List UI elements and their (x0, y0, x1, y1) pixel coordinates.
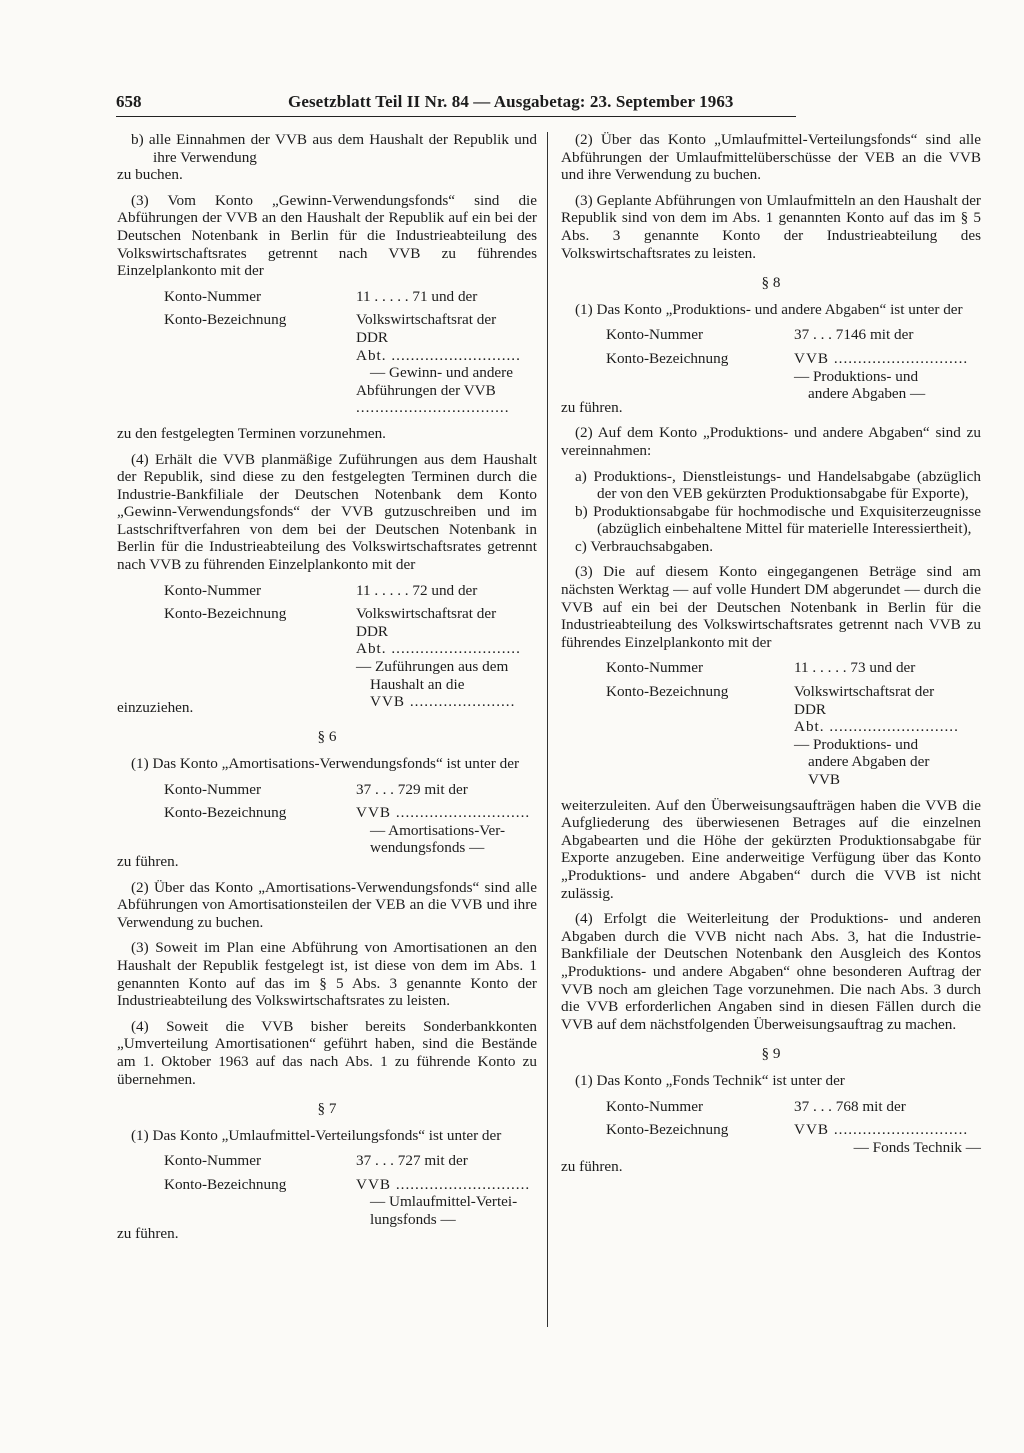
account-number-label: Konto-Nummer (606, 326, 704, 344)
paragraph-6-1: (1) Das Konto „Amortisations-Verwendungsfonds“ ist unter der (131, 755, 520, 772)
account-number: 11 . . . . . 73 und der (794, 659, 916, 677)
page-number: 658 (116, 92, 142, 111)
paragraph-6-2: (2) Über das Konto „Amortisations-Verwendungsfonds“ sind alle Abführungen von Amortisationsteilen der VEB an die VVB und ihre Verwendung zu buchen. (117, 878, 537, 931)
section-heading-6: § 6 (317, 728, 337, 746)
paragraph-8-3-cont: weiterzuleiten. Auf den Überweisungsaufträgen haben die VVB die Aufgliederung des überwiesenen Betrages auf die einzelnen Abgabearten und die Höhe der gekürzten Produktionsabgabe für Exporte anzugeben. Eine anderweitige Verfügung über das Konto „Produktions- und andere Abgaben“ durch die VVB ist nicht zulässig. (561, 796, 981, 902)
account-name: VVB ............................ — Umlaufmittel-Vertei- lungsfonds — (356, 1175, 531, 1229)
paragraph-7-1: (1) Das Konto „Umlaufmittel-Verteilungsfonds“ ist unter der (131, 1126, 502, 1144)
account-number: 11 . . . . . 71 und der (356, 287, 478, 305)
account-number-label: Konto-Nummer (164, 780, 262, 798)
account-name: VVB ............................ — Amortisations-Ver- wendungsfonds — (356, 804, 531, 857)
account-number-label: Konto-Nummer (606, 1097, 704, 1115)
account-number: 37 . . . 727 mit der (356, 1152, 468, 1170)
paragraph-8-4: (4) Erfolgt die Weiterleitung der Produktions- und anderen Abgaben durch die VVB nicht nach Abs. 3, hat die Industrie-Bankfiliale der Deutschen Notenbank den Ausgleich des Kontos „Produktions- und andere Abgaben“ ohne besonderen Auftrag der VVB noch am gleichen Tage vorzunehmen. Die nach Abs. 3 durch die VVB erforderlichen Angaben sind in diesen Fällen durch die VVB auf dem nächstfolgenden Überweisungsauftrag zu machen. (561, 910, 981, 1033)
account-block (164, 1152, 537, 1234)
paragraph-9-1: (1) Das Konto „Fonds Technik“ ist unter der (575, 1071, 845, 1089)
paragraph: zu führen. (117, 852, 179, 870)
account-number-label: Konto-Nummer (606, 659, 704, 677)
paragraph-7-2: (2) Über das Konto „Umlaufmittel-Verteilungsfonds“ sind alle Abführungen der Umlaufmittelüberschüsse der VEB an die VVB und ihre Verwendung zu buchen. (561, 131, 981, 184)
account-name: Volkswirtschaftsrat der DDR Abt. ........................... — Gewinn- und andere Abführungen der VVB ................................ (356, 311, 521, 417)
account-name-label: Konto-Bezeichnung (606, 683, 729, 701)
account-number-label: Konto-Nummer (164, 287, 262, 305)
right-column (561, 131, 981, 1184)
account-name-label: Konto-Bezeichnung (606, 1121, 729, 1139)
paragraph-5-3: (3) Vom Konto „Gewinn-Verwendungsfonds“ sind die Abführungen der VVB an den Haushalt der Republik auf ein bei der Deutschen Notenbank in Berlin für die Industrieabteilung des Volkswirtschaftsrates getrennt nach VVB zu führendes Einzelplankonto mit der (117, 191, 537, 280)
account-number-label: Konto-Nummer (164, 1152, 262, 1170)
account-number: 37 . . . 768 mit der (794, 1097, 906, 1115)
list-item-b: b) alle Einnahmen der VVB aus dem Haushalt der Republik und ihre Verwendung (131, 131, 537, 166)
account-number-label: Konto-Nummer (164, 581, 262, 599)
running-head: Gesetzblatt Teil II Nr. 84 — Ausgabetag: 23. September 1963 (288, 92, 734, 111)
account-name-label: Konto-Bezeichnung (164, 311, 287, 329)
section-heading-7: § 7 (317, 1100, 337, 1118)
paragraph: zu führen. (561, 398, 623, 416)
paragraph-8-2: (2) Auf dem Konto „Produktions- und andere Abgaben“ sind zu vereinnahmen: (561, 424, 981, 459)
left-column (117, 131, 537, 1250)
account-name-label: Konto-Bezeichnung (164, 1175, 287, 1193)
account-number: 37 . . . 7146 mit der (794, 326, 914, 344)
column-divider (547, 132, 548, 1327)
list-item-a: a) Produktions-, Dienstleistungs- und Handelsabgabe (abzüglich der von den VEB gekürzten Produktionsabgabe für Exporte), (575, 467, 981, 503)
account-name: VVB ............................ — Produktions- und andere Abgaben — (794, 349, 969, 403)
account-number: 37 . . . 729 mit der (356, 780, 468, 798)
account-name-label: Konto-Bezeichnung (606, 349, 729, 367)
account-block (164, 288, 537, 423)
account-block (606, 326, 981, 408)
section-heading-8: § 8 (761, 274, 781, 292)
paragraph-7-3: (3) Geplante Abführungen von Umlaufmitteln an den Haushalt der Republik sind von dem im Abs. 1 genannten Konto auf das im § 5 Abs. 3 genannte Konto der Industrieabteilung des Volkswirtschaftsrates zu leisten. (561, 191, 981, 262)
paragraph-6-4: (4) Soweit die VVB bisher bereits Sonderbankkonten „Umverteilung Amortisationen“ geführt haben, sind die Bestände am 1. Oktober 1963 auf das nach Abs. 1 zu führende Konto zu übernehmen. (117, 1017, 537, 1088)
paragraph: einzuziehen. (117, 698, 194, 716)
paragraph: zu führen. (117, 1224, 179, 1242)
account-name-label: Konto-Bezeichnung (164, 605, 287, 623)
list-item-b: b) Produktionsabgabe für hochmodische und Exquisiterzeugnisse (abzüglich einbehaltene Mittel für materielle Interessiertheit), (575, 502, 981, 538)
account-block (606, 1098, 981, 1163)
page-header (116, 92, 796, 117)
section-heading-9: § 9 (761, 1045, 781, 1063)
account-number: 11 . . . . . 72 und der (356, 581, 478, 599)
account-block (164, 582, 537, 717)
account-name: VVB ............................ — Fonds Technik — (794, 1121, 981, 1156)
paragraph: zu den festgelegten Terminen vorzunehmen. (117, 424, 386, 442)
account-name: Volkswirtschaftsrat der DDR Abt. ........................... — Zuführungen aus dem Haushalt an die VVB ...................... (356, 605, 521, 711)
account-block (164, 781, 537, 863)
paragraph: zu buchen. (117, 166, 183, 184)
paragraph-8-1: (1) Das Konto „Produktions- und andere Abgaben“ ist unter der (575, 300, 963, 318)
account-name: Volkswirtschaftsrat der DDR Abt. ........................... — Produktions- und andere Abgaben der VVB (794, 683, 959, 788)
paragraph-6-3: (3) Soweit im Plan eine Abführung von Amortisationen an den Haushalt der Republik festgelegt ist, ist diese von dem im Abs. 1 genannten Konto auf das im § 5 Abs. 3 genannte Konto der Industrieabteilung des Volkswirtschaftsrates zu leisten. (117, 939, 537, 1010)
account-block (606, 659, 981, 794)
list-item-c: c) Verbrauchsabgaben. (575, 537, 714, 555)
paragraph-5-4: (4) Erhält die VVB planmäßige Zuführungen aus dem Haushalt der Republik, sind diese zu den festgelegten Terminen durch die Industrie-Bankfiliale der Deutschen Notenbank dem Konto „Gewinn-Verwendungsfonds“ der VVB gutzuschreiben und im Lastschriftverfahren von dem bei der Deutschen Notenbank in Berlin für die Industrieabteilung des Volkswirtschaftsrates getrennt nach VVB zu führenden Einzelplankonto mit der (117, 450, 537, 574)
paragraph: zu führen. (561, 1158, 623, 1176)
account-name-label: Konto-Bezeichnung (164, 804, 287, 822)
paragraph-8-3: (3) Die auf diesem Konto eingegangenen Beträge sind am nächsten Werktag — auf volle Hundert DM abgerundet — durch die VVB auf ein bei der Deutschen Notenbank in Berlin für die Industrieabteilung des Volkswirtschaftsrates getrennt nach VVB zu führendes Einzelplankonto mit der (561, 563, 981, 651)
